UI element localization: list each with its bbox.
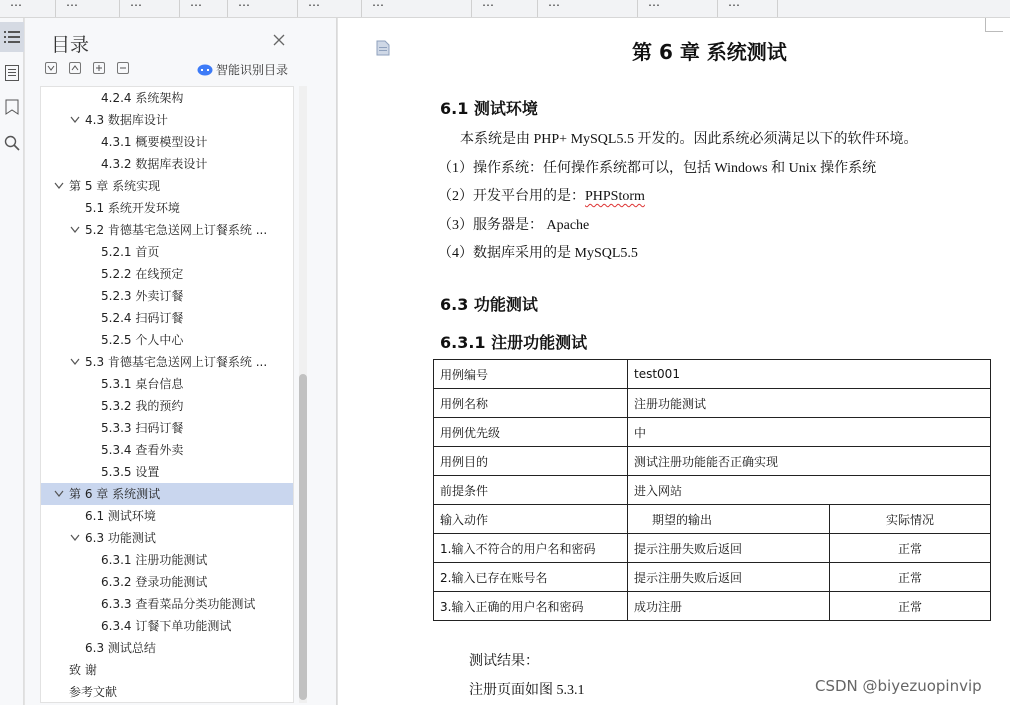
- section-6-3-1-heading: 6.3.1 注册功能测试: [440, 333, 588, 352]
- toolbar-item[interactable]: …: [180, 0, 228, 18]
- toc-item[interactable]: [41, 285, 294, 307]
- toc-item-label: 致 谢: [69, 663, 97, 677]
- table-row: [434, 418, 991, 447]
- toc-item-label: 5.3.4 查看外卖: [101, 443, 184, 457]
- result-text: 注册页面如图 5.3.1: [469, 683, 585, 698]
- toc-item-label: 第 6 章 系统测试: [69, 487, 161, 501]
- toc-item[interactable]: [41, 109, 294, 131]
- toc-item-label: 6.3.2 登录功能测试: [101, 575, 208, 589]
- toc-item[interactable]: [41, 681, 294, 703]
- table-cell: 测试注册功能能否正确实现: [628, 447, 991, 476]
- table-cell: 用例优先级: [434, 418, 628, 447]
- env-item-1: （1）操作系统：任何操作系统都可以，包括 Windows 和 Unix 操作系统: [438, 161, 877, 176]
- table-row: [434, 447, 991, 476]
- table-cell: 进入网站: [628, 476, 991, 505]
- table-row: [434, 563, 991, 592]
- env-item-2-prefix: （2）开发平台用的是：: [438, 189, 585, 204]
- toc-item[interactable]: [41, 373, 294, 395]
- toc-item-label: 4.2.4 系统架构: [101, 91, 184, 105]
- toc-item[interactable]: [41, 219, 294, 241]
- toc-item[interactable]: [41, 615, 294, 637]
- toc-item[interactable]: [41, 659, 294, 681]
- document-area: [338, 18, 1010, 705]
- toc-scrollbar-thumb[interactable]: [299, 374, 307, 700]
- table-cell: 正常: [830, 563, 991, 592]
- chevron-down-icon[interactable]: [69, 351, 81, 373]
- table-cell: 3.输入正确的用户名和密码: [434, 592, 628, 621]
- chevron-down-icon[interactable]: [53, 483, 65, 505]
- table-cell: 用例目的: [434, 447, 628, 476]
- toc-item-label: 5.2.1 首页: [101, 245, 160, 259]
- table-cell: 提示注册失败后返回: [628, 534, 830, 563]
- table-cell: 前提条件: [434, 476, 628, 505]
- toc-item[interactable]: [41, 87, 294, 109]
- top-toolbar: [0, 0, 1010, 18]
- chapter-title: 第 6 章 系统测试: [632, 40, 787, 64]
- toc-item[interactable]: [41, 307, 294, 329]
- toc-item-label: 5.2 肯德基宅急送网上订餐系统 ...: [85, 223, 268, 237]
- toc-item[interactable]: [41, 527, 294, 549]
- toolbar-item[interactable]: …: [228, 0, 298, 18]
- toolbar-item[interactable]: …: [56, 0, 120, 18]
- document-page[interactable]: [338, 18, 1010, 705]
- toolbar-item[interactable]: …: [298, 0, 362, 18]
- toc-item-label: 5.3 肯德基宅急送网上订餐系统 ...: [85, 355, 268, 369]
- toc-item[interactable]: [41, 593, 294, 615]
- toc-item[interactable]: [41, 461, 294, 483]
- toc-item[interactable]: [41, 571, 294, 593]
- table-cell: 提示注册失败后返回: [628, 563, 830, 592]
- table-cell: 成功注册: [628, 592, 830, 621]
- remove-icon[interactable]: [117, 62, 129, 74]
- left-icon-rail: [0, 18, 24, 705]
- chevron-down-icon[interactable]: [69, 527, 81, 549]
- table-cell: 1.输入不符合的用户名和密码: [434, 534, 628, 563]
- chevron-down-icon[interactable]: [53, 175, 65, 197]
- toc-item-label: 6.3 功能测试: [85, 531, 156, 545]
- table-cell: 2.输入已存在账号名: [434, 563, 628, 592]
- table-row: [434, 534, 991, 563]
- add-icon[interactable]: [93, 62, 105, 74]
- toolbar-item[interactable]: …: [0, 0, 56, 18]
- toolbar-item[interactable]: …: [120, 0, 180, 18]
- document-icon[interactable]: [376, 40, 390, 56]
- toc-item[interactable]: [41, 417, 294, 439]
- toc-panel: [25, 18, 337, 705]
- expand-up-icon[interactable]: [69, 62, 81, 74]
- toc-item[interactable]: [41, 483, 294, 505]
- toc-list-icon[interactable]: [0, 22, 24, 52]
- toc-item[interactable]: [41, 395, 294, 417]
- table-row: [434, 592, 991, 621]
- section-6-3-heading: 6.3 功能测试: [440, 295, 538, 314]
- table-header-cell: 实际情况: [830, 505, 991, 534]
- toc-item-label: 6.3.4 订餐下单功能测试: [101, 619, 232, 633]
- close-icon[interactable]: [271, 32, 287, 48]
- intro-paragraph: 本系统是由 PHP+ MySQL5.5 开发的。因此系统必须满足以下的软件环境。: [460, 132, 918, 147]
- env-item-4: （4）数据库采用的是 MySQL5.5: [438, 246, 638, 261]
- toc-item[interactable]: [41, 351, 294, 373]
- smart-toc-label: 智能识别目录: [216, 63, 289, 77]
- section-6-1-heading: 6.1 测试环境: [440, 99, 538, 118]
- toolbar-item[interactable]: …: [472, 0, 538, 18]
- table-cell: 中: [628, 418, 991, 447]
- env-item-2: [438, 185, 645, 205]
- test-case-table: [433, 359, 991, 621]
- toc-item[interactable]: [41, 197, 294, 219]
- toolbar-item[interactable]: …: [538, 0, 638, 18]
- toc-item-label: 5.2.4 扫码订餐: [101, 311, 184, 325]
- toc-item-label: 5.3.1 桌台信息: [101, 377, 184, 391]
- table-row: [434, 360, 991, 389]
- toc-item-label: 6.1 测试环境: [85, 509, 156, 523]
- table-header-cell: 期望的输出: [628, 505, 830, 534]
- toc-item-label: 4.3.1 概要模型设计: [101, 135, 208, 149]
- toc-item-label: 4.3 数据库设计: [85, 113, 168, 127]
- table-header-row: [434, 505, 991, 534]
- toc-item-label: 5.3.3 扫码订餐: [101, 421, 184, 435]
- toc-item[interactable]: [41, 329, 294, 351]
- toc-scrollbar[interactable]: [299, 86, 307, 703]
- toc-title: 目录: [51, 34, 90, 56]
- toc-item[interactable]: [41, 263, 294, 285]
- table-cell: 正常: [830, 534, 991, 563]
- toc-item-label: 5.3.2 我的预约: [101, 399, 184, 413]
- toc-tree: [40, 86, 294, 703]
- table-cell: 用例编号: [434, 360, 628, 389]
- toc-item-label: 6.3.1 注册功能测试: [101, 553, 208, 567]
- chevron-down-icon[interactable]: [69, 219, 81, 241]
- toc-item[interactable]: [41, 241, 294, 263]
- toc-item[interactable]: [41, 153, 294, 175]
- table-header-cell: 输入动作: [434, 505, 628, 534]
- toc-item-label: 5.1 系统开发环境: [85, 201, 180, 215]
- toc-item-label: 第 5 章 系统实现: [69, 179, 161, 193]
- toc-item[interactable]: [41, 439, 294, 461]
- page-corner-mark: [985, 18, 1003, 32]
- table-row: [434, 476, 991, 505]
- ai-cloud-icon: [197, 64, 213, 76]
- collapse-all-icon[interactable]: [45, 62, 57, 74]
- pages-icon[interactable]: [0, 58, 24, 88]
- toc-item-label: 5.3.5 设置: [101, 465, 160, 479]
- env-item-2-value: PHPStorm: [585, 189, 645, 204]
- result-label: 测试结果：: [469, 654, 539, 669]
- table-cell: 正常: [830, 592, 991, 621]
- toc-item[interactable]: [41, 505, 294, 527]
- toolbar-item[interactable]: …: [638, 0, 718, 18]
- toolbar-item[interactable]: …: [718, 0, 778, 18]
- watermark: CSDN @biyezuopinvip: [815, 677, 982, 695]
- find-icon[interactable]: [0, 128, 24, 158]
- table-cell: 用例名称: [434, 389, 628, 418]
- env-item-3: （3）服务器是： Apache: [438, 218, 590, 233]
- toc-item-label: 参考文献: [69, 685, 118, 699]
- toc-item[interactable]: [41, 175, 294, 197]
- chevron-down-icon[interactable]: [69, 109, 81, 131]
- table-cell: 注册功能测试: [628, 389, 991, 418]
- toc-item-label: 5.2.5 个人中心: [101, 333, 184, 347]
- toolbar-item[interactable]: …: [362, 0, 472, 18]
- toc-item-label: 6.3 测试总结: [85, 641, 156, 655]
- toc-item-label: 5.2.2 在线预定: [101, 267, 184, 281]
- bookmark-icon[interactable]: [0, 92, 24, 122]
- toc-item-label: 6.3.3 查看菜品分类功能测试: [101, 597, 256, 611]
- toc-item[interactable]: [41, 549, 294, 571]
- toc-item-label: 5.2.3 外卖订餐: [101, 289, 184, 303]
- toc-item[interactable]: [41, 131, 294, 153]
- table-row: [434, 389, 991, 418]
- smart-toc-button[interactable]: [197, 61, 288, 78]
- table-cell: test001: [628, 360, 991, 389]
- toc-item[interactable]: [41, 637, 294, 659]
- toc-item-label: 4.3.2 数据库表设计: [101, 157, 208, 171]
